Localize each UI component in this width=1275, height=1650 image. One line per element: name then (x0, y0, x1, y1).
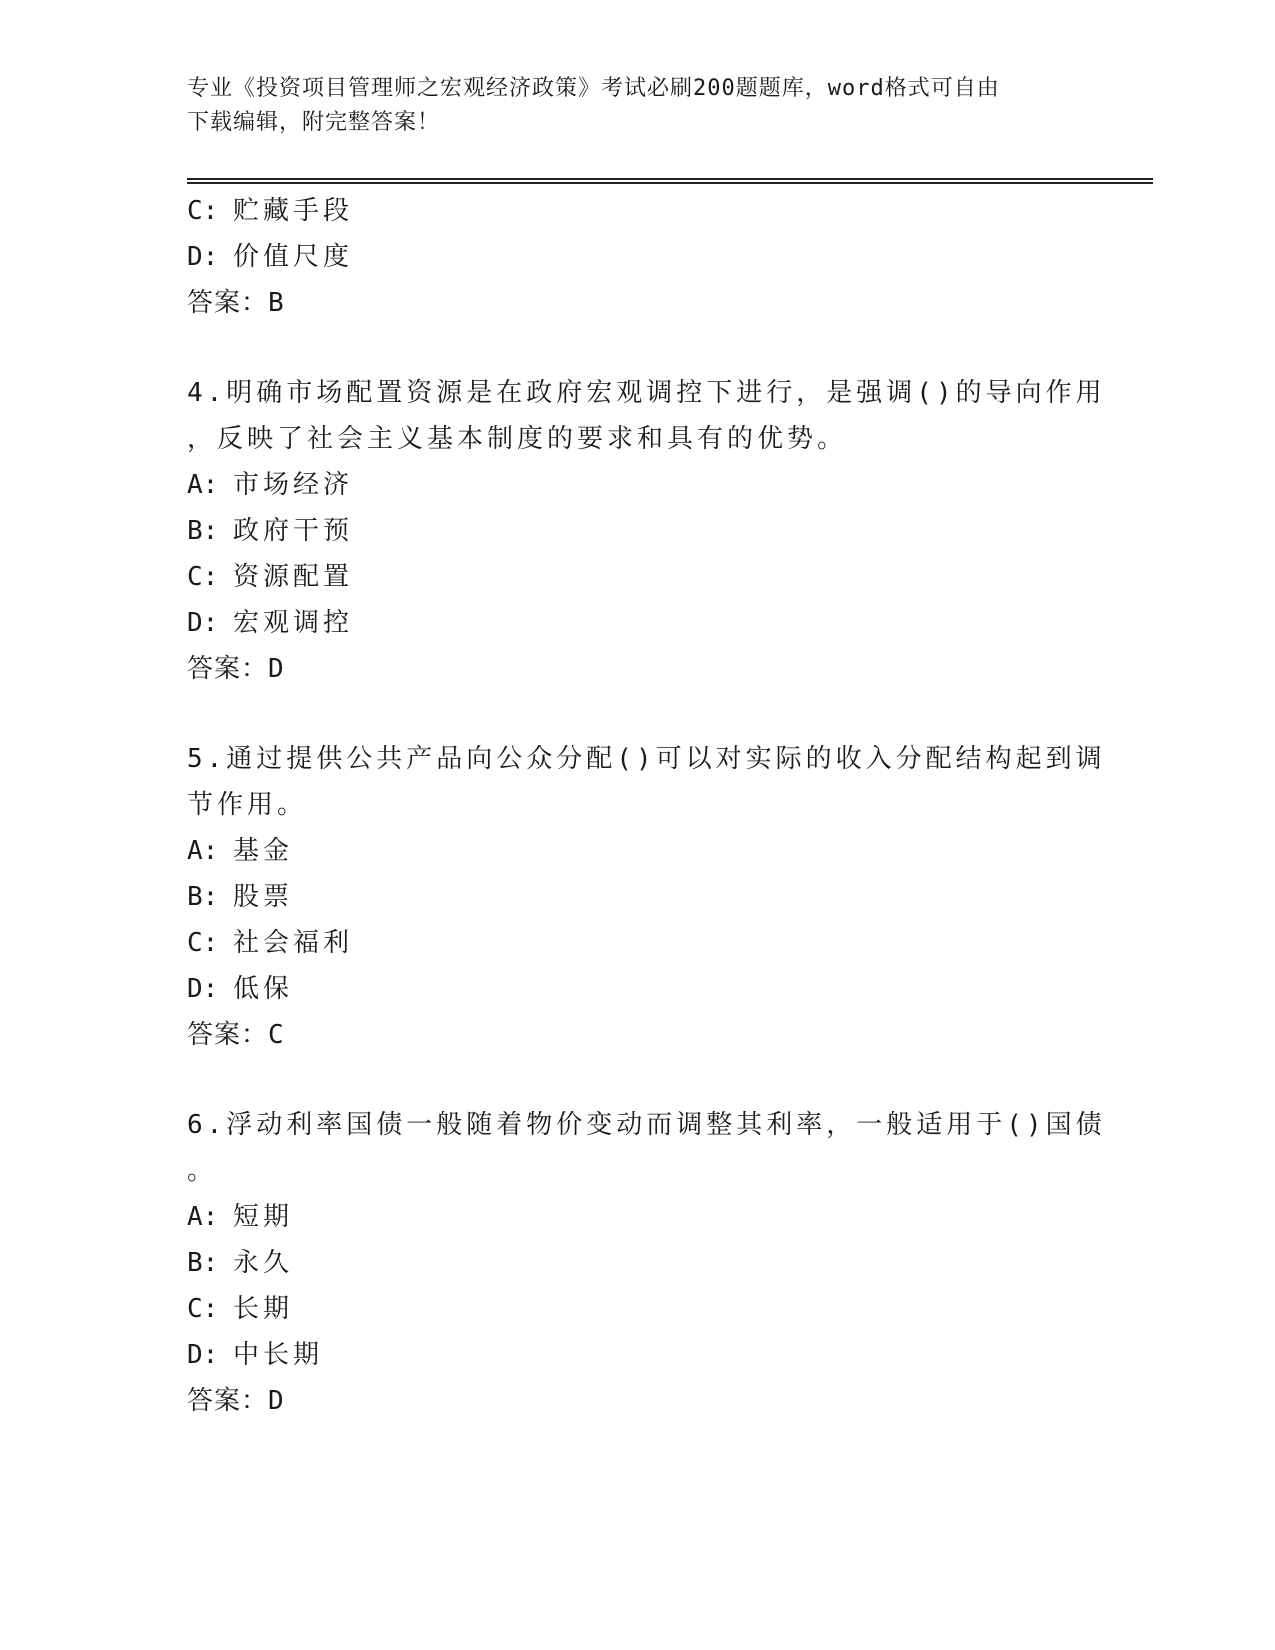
header-divider (187, 178, 1153, 184)
page-header (187, 72, 1067, 140)
option-d (187, 234, 1067, 280)
option-d (187, 600, 1067, 646)
option-c (187, 554, 1067, 600)
option-text: 股票 (233, 882, 294, 912)
option-label: C: (187, 196, 219, 226)
question-stem-line: 节作用。 (187, 790, 308, 820)
option-text: 价值尺度 (233, 242, 354, 272)
option-label: A: (187, 470, 219, 500)
prev-question (187, 188, 1067, 326)
option-b (187, 874, 1067, 920)
option-label: B: (187, 516, 219, 546)
option-d (187, 1332, 1067, 1378)
question-6 (187, 1102, 1106, 1424)
answer-line: 答案：D (187, 1386, 285, 1416)
question-4 (187, 370, 1106, 692)
answer-line: 答案：D (187, 654, 285, 684)
question-stem-line: ，反映了社会主义基本制度的要求和具有的优势。 (187, 424, 848, 454)
option-text: 政府干预 (233, 516, 354, 546)
option-b (187, 508, 1067, 554)
option-text: 宏观调控 (233, 608, 354, 638)
option-label: D: (187, 1340, 219, 1370)
question-stem-line: 。 (187, 1156, 218, 1186)
option-label: A: (187, 836, 219, 866)
option-label: C: (187, 928, 219, 958)
answer-line: 答案：C (187, 1020, 285, 1050)
option-label: A: (187, 1202, 219, 1232)
question-stem-line: 4.明确市场配置资源是在政府宏观调控下进行，是强调()的导向作用 (187, 378, 1106, 408)
option-text: 中长期 (233, 1340, 324, 1370)
question-list (187, 188, 1106, 1424)
option-d (187, 966, 1067, 1012)
option-c (187, 1286, 1067, 1332)
header-divider-bottom (187, 182, 1153, 184)
option-label: D: (187, 974, 219, 1004)
option-b (187, 1240, 1067, 1286)
header-line-1: 专业《投资项目管理师之宏观经济政策》考试必刷200题题库，word格式可自由 (187, 76, 1000, 101)
option-text: 长期 (233, 1294, 294, 1324)
option-text: 短期 (233, 1202, 294, 1232)
option-a (187, 828, 1067, 874)
option-label: B: (187, 882, 219, 912)
option-text: 低保 (233, 974, 294, 1004)
answer-line: 答案：B (187, 288, 285, 318)
option-text: 贮藏手段 (233, 196, 354, 226)
question-stem-line: 6.浮动利率国债一般随着物价变动而调整其利率，一般适用于()国债 (187, 1110, 1106, 1140)
option-a (187, 1194, 1067, 1240)
option-label: D: (187, 242, 219, 272)
option-c (187, 188, 1067, 234)
option-label: D: (187, 608, 219, 638)
header-divider-top (187, 178, 1153, 180)
option-label: C: (187, 562, 219, 592)
option-text: 永久 (233, 1248, 294, 1278)
option-label: B: (187, 1248, 219, 1278)
option-text: 资源配置 (233, 562, 354, 592)
option-text: 市场经济 (233, 470, 354, 500)
option-a (187, 462, 1067, 508)
question-5 (187, 736, 1106, 1058)
option-text: 社会福利 (233, 928, 354, 958)
option-label: C: (187, 1294, 219, 1324)
option-c (187, 920, 1067, 966)
question-stem-line: 5.通过提供公共产品向公众分配()可以对实际的收入分配结构起到调 (187, 744, 1106, 774)
header-line-2: 下载编辑，附完整答案！ (187, 110, 441, 135)
option-text: 基金 (233, 836, 294, 866)
